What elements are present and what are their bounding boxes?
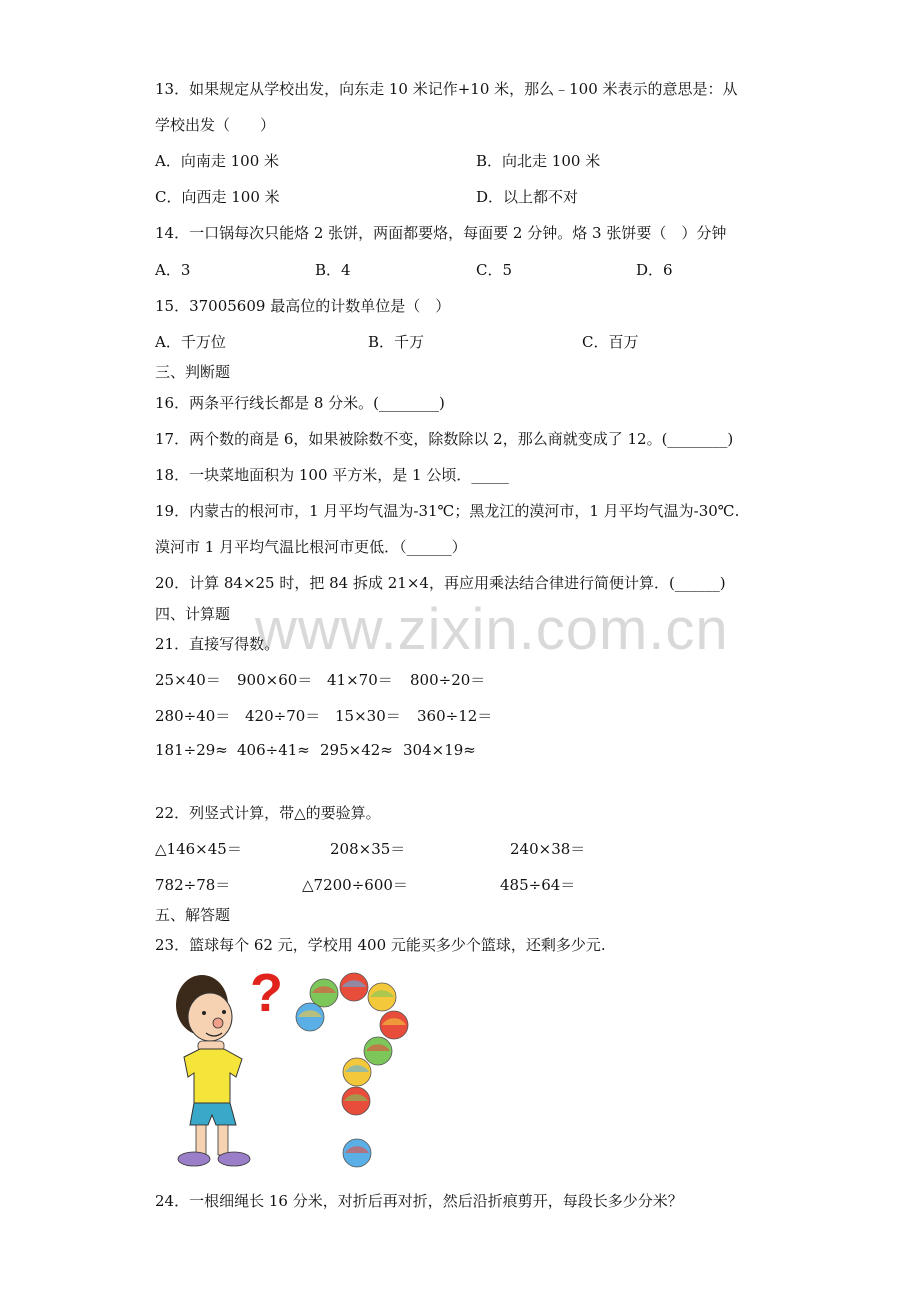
q17-text: 17．两个数的商是 6，如果被除数不变，除数除以 2，那么商就变成了 12。(________) xyxy=(155,430,734,448)
q21-item: 900×60＝ xyxy=(237,671,313,689)
q13-line1: 13．如果规定从学校出发，向东走 10 米记作+10 米，那么﹣100 米表示的意思是：从 xyxy=(155,80,738,98)
q21-item: 420÷70＝ xyxy=(245,707,321,725)
q21-item: 304×19≈ xyxy=(403,741,476,759)
q13-option-b: B．向北走 100 米 xyxy=(476,152,601,170)
boy-figure xyxy=(176,975,250,1166)
q19-line2: 漠河市 1 月平均气温比根河市更低．（______） xyxy=(155,538,467,556)
q15-text: 15．37005609 最高位的计数单位是（ ） xyxy=(155,297,451,315)
q13-line2: 学校出发（ ） xyxy=(155,116,276,134)
q21-item: 800÷20＝ xyxy=(410,671,486,689)
q22-item: 485÷64＝ xyxy=(500,876,576,894)
q21-item: 280÷40＝ xyxy=(155,707,231,725)
boy-with-balls-illustration xyxy=(170,965,420,1175)
q14-option-d: D．6 xyxy=(636,261,673,279)
q13-option-d: D．以上都不对 xyxy=(476,188,579,206)
section-heading-word-problems: 五、解答题 xyxy=(155,906,231,924)
watermark: www.zixin.com.cn xyxy=(255,597,729,662)
q21-title: 21．直接写得数。 xyxy=(155,635,280,653)
q21-item: 181÷29≈ xyxy=(155,741,228,759)
q21-item: 15×30＝ xyxy=(335,707,401,725)
question-mark-icon: ? xyxy=(250,965,283,1023)
q21-item: 360÷12＝ xyxy=(417,707,493,725)
q18-text: 18．一块菜地面积为 100 平方米，是 1 公顷．_____ xyxy=(155,466,509,484)
q13-option-c: C．向西走 100 米 xyxy=(155,188,280,206)
section-heading-judgement: 三、判断题 xyxy=(155,363,231,381)
q14-option-b: B．4 xyxy=(315,261,351,279)
q22-item: △146×45＝ xyxy=(155,840,242,858)
q21-item: 25×40＝ xyxy=(155,671,221,689)
q24-text: 24．一根细绳长 16 分米，对折后再对折，然后沿折痕剪开，每段长多少分米？ xyxy=(155,1192,683,1210)
q14-option-a: A．3 xyxy=(155,261,191,279)
q14-option-c: C．5 xyxy=(476,261,513,279)
q22-item: 208×35＝ xyxy=(330,840,406,858)
q22-item: 240×38＝ xyxy=(510,840,586,858)
q14-text: 14．一口锅每次只能烙 2 张饼，两面都要烙，每面要 2 分钟。烙 3 张饼要（ ）分钟 xyxy=(155,224,727,242)
q22-title: 22．列竖式计算，带△的要验算。 xyxy=(155,804,381,822)
q22-item: 782÷78＝ xyxy=(155,876,231,894)
q20-text: 20．计算 84×25 时，把 84 拆成 21×4，再应用乘法结合律进行简便计算．(______) xyxy=(155,574,726,592)
q16-text: 16．两条平行线长都是 8 分米。(________) xyxy=(155,394,445,412)
q21-item: 406÷41≈ xyxy=(237,741,310,759)
q13-option-a: A．向南走 100 米 xyxy=(155,152,279,170)
q21-item: 41×70＝ xyxy=(327,671,393,689)
q15-option-b: B．千万 xyxy=(368,333,425,351)
q23-text: 23．篮球每个 62 元，学校用 400 元能买多少个篮球，还剩多少元. xyxy=(155,936,606,954)
q22-item: △7200÷600＝ xyxy=(302,876,408,894)
ball-question-mark xyxy=(296,973,408,1167)
q15-option-a: A．千万位 xyxy=(155,333,226,351)
q21-item: 295×42≈ xyxy=(320,741,393,759)
q19-line1: 19．内蒙古的根河市，1 月平均气温为-31℃；黑龙江的漠河市，1 月平均气温为-30℃. xyxy=(155,502,740,520)
q15-option-c: C．百万 xyxy=(582,333,639,351)
section-heading-calculation: 四、计算题 xyxy=(155,605,231,623)
